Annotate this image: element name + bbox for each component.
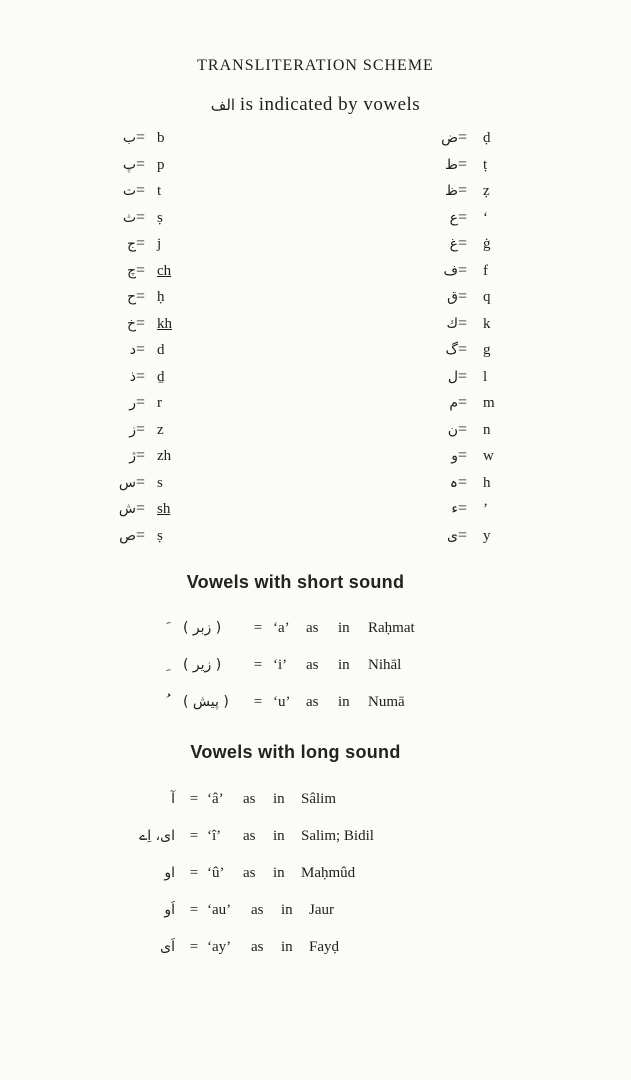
arabic-letter: ی — [447, 527, 458, 544]
as-word: as — [306, 620, 319, 636]
arabic-letter: ك — [446, 315, 458, 332]
consonant-row — [420, 287, 530, 314]
long-vowels-heading: Vowels with long sound — [190, 742, 401, 762]
latin-letter: w — [483, 448, 494, 464]
arabic-letter: ت — [122, 183, 136, 199]
vowel-arabic-name: ( پیش ) — [183, 694, 229, 710]
equals-sign: = — [189, 939, 199, 955]
equals-sign: = — [458, 208, 468, 226]
arabic-letter: س — [118, 474, 136, 491]
arabic-letter: ق — [447, 289, 458, 305]
consonant-row — [420, 473, 530, 500]
example-word: Salim; Bidil — [301, 828, 374, 844]
in-word: in — [273, 865, 285, 881]
arabic-letter: ط — [445, 156, 458, 173]
subtitle-text: is indicated by vowels — [239, 94, 421, 115]
consonant-row — [100, 234, 200, 261]
vowel-mark — [165, 694, 183, 710]
latin-letter: s — [157, 474, 163, 491]
long-vowel-row — [95, 791, 336, 808]
latin-letter: zh — [157, 448, 172, 464]
equals-sign: = — [458, 235, 468, 252]
consonant-row — [100, 287, 200, 314]
vowel-value: ‘ay’ — [207, 939, 232, 955]
equals-sign: = — [458, 261, 468, 279]
consonant-row — [420, 340, 530, 367]
latin-letter: kh — [157, 315, 172, 332]
consonants-right-column — [420, 128, 530, 552]
equals-sign: = — [458, 341, 468, 358]
in-word: in — [338, 694, 350, 710]
vowel-value: ‘au’ — [207, 902, 232, 918]
equals-sign: = — [136, 394, 146, 411]
consonant-row — [100, 340, 200, 367]
equals-sign: = — [136, 447, 146, 464]
equals-sign: = — [136, 288, 146, 305]
vowel-arabic-name: ( زبر ) — [183, 620, 222, 636]
arabic-letter: ل — [447, 368, 458, 385]
latin-letter: ’ — [483, 501, 488, 517]
latin-letter: sh — [157, 501, 171, 517]
consonant-row — [100, 420, 200, 447]
short-vowel-row — [165, 657, 401, 674]
equals-sign: = — [189, 791, 199, 807]
vowel-arabic: اَی — [160, 939, 175, 955]
consonant-row — [100, 208, 200, 235]
latin-letter: r — [157, 395, 162, 411]
arabic-letter: ج — [126, 236, 136, 252]
latin-letter: y — [483, 527, 491, 544]
equals-sign: = — [136, 314, 146, 332]
consonant-row — [100, 314, 200, 341]
equals-sign: = — [136, 261, 146, 279]
equals-sign: = — [458, 500, 468, 517]
arabic-letter: ز — [129, 421, 136, 438]
equals-sign: = — [458, 367, 468, 385]
in-word: in — [273, 828, 285, 844]
latin-letter: b — [157, 130, 165, 146]
consonant-row — [420, 446, 530, 473]
latin-letter: d — [157, 342, 165, 358]
arabic-letter: ن — [447, 421, 458, 438]
equals-sign: = — [253, 620, 263, 636]
vowel-arabic: آ — [171, 791, 175, 807]
latin-letter: ‘ — [483, 209, 488, 226]
arabic-letter: ص — [119, 527, 136, 544]
latin-letter: ẓ — [483, 183, 490, 199]
example-word: Sâlim — [301, 791, 337, 807]
latin-letter: ḏ — [157, 368, 165, 385]
equals-sign: = — [458, 394, 468, 411]
equals-sign: = — [136, 182, 146, 199]
equals-sign: = — [136, 473, 146, 491]
consonant-row — [420, 367, 530, 394]
equals-sign: = — [458, 526, 468, 544]
as-word: as — [243, 828, 256, 844]
short-vowel-row — [165, 694, 405, 711]
consonant-row — [420, 128, 530, 155]
consonant-row — [420, 234, 530, 261]
consonant-row — [420, 499, 530, 526]
arabic-letter: ظ — [445, 183, 458, 199]
example-word: Maḥmûd — [301, 865, 356, 881]
vowel-value: ‘â’ — [207, 791, 224, 807]
example-word: Numā — [368, 694, 405, 710]
in-word: in — [338, 620, 350, 636]
latin-letter: m — [483, 395, 495, 411]
consonant-row — [420, 208, 530, 235]
arabic-letter: خ — [126, 315, 136, 332]
as-word: as — [243, 865, 256, 881]
vowel-arabic: اَو — [164, 902, 175, 918]
latin-letter: t — [157, 183, 162, 199]
latin-letter: f — [483, 262, 488, 279]
equals-sign: = — [136, 526, 146, 544]
arabic-letter: گ — [445, 342, 458, 358]
arabic-letter: ض — [441, 130, 458, 146]
consonant-row — [420, 314, 530, 341]
vowel-value: ‘î’ — [207, 828, 222, 844]
equals-sign: = — [136, 155, 146, 173]
equals-sign: = — [136, 420, 146, 438]
equals-sign: = — [458, 155, 468, 173]
example-word: Raḥmat — [368, 620, 415, 636]
equals-sign: = — [136, 235, 146, 252]
as-word: as — [251, 902, 264, 918]
arabic-letter: ب — [122, 130, 136, 146]
vowel-arabic-name: ( زیر ) — [183, 657, 222, 673]
consonant-row — [100, 473, 200, 500]
arabic-letter: ث — [122, 209, 136, 226]
latin-letter: ch — [157, 262, 172, 279]
equals-sign: = — [136, 208, 146, 226]
equals-sign: = — [458, 288, 468, 305]
short-vowel-row — [165, 620, 415, 637]
arabic-letter: چ — [126, 262, 136, 279]
equals-sign: = — [136, 500, 146, 517]
vowel-value: ‘a’ — [273, 620, 290, 636]
equals-sign: = — [189, 865, 199, 881]
consonant-row — [100, 261, 200, 288]
equals-sign: = — [458, 420, 468, 438]
equals-sign: = — [458, 473, 468, 491]
equals-sign: = — [189, 902, 199, 918]
arabic-letter: م — [449, 395, 458, 411]
in-word: in — [281, 902, 293, 918]
vowel-value: ‘û’ — [207, 865, 225, 881]
consonant-row — [420, 420, 530, 447]
latin-letter: z — [157, 421, 164, 438]
arabic-letter: و — [451, 448, 458, 464]
arabic-letter: ہ — [449, 474, 458, 491]
arabic-letter: ء — [451, 501, 458, 517]
latin-letter: q — [483, 289, 491, 305]
equals-sign: = — [253, 657, 263, 673]
consonant-row — [100, 499, 200, 526]
arabic-letter: ع — [449, 209, 458, 226]
equals-sign: = — [136, 129, 146, 146]
arabic-letter: ذ — [129, 368, 136, 385]
consonant-row — [100, 393, 200, 420]
equals-sign: = — [189, 828, 199, 844]
long-vowel-row — [95, 865, 355, 882]
vowel-mark — [165, 620, 183, 636]
as-word: as — [306, 694, 319, 710]
equals-sign: = — [136, 367, 146, 385]
consonant-row — [100, 446, 200, 473]
as-word: as — [243, 791, 256, 807]
vowel-arabic: او — [164, 865, 175, 881]
arabic-letter: ف — [443, 262, 458, 279]
example-word: Fayḍ — [309, 939, 339, 955]
long-vowel-row — [95, 939, 339, 956]
consonant-row — [100, 181, 200, 208]
latin-letter: ṣ — [157, 527, 163, 544]
in-word: in — [281, 939, 293, 955]
arabic-letter: ر — [129, 395, 136, 411]
equals-sign: = — [458, 129, 468, 146]
arabic-letter: پ — [122, 156, 136, 173]
latin-letter: ġ — [483, 236, 491, 252]
arabic-letter: د — [129, 342, 136, 358]
latin-letter: l — [483, 368, 488, 385]
latin-letter: k — [483, 315, 491, 332]
consonant-row — [100, 128, 200, 155]
consonant-row — [100, 526, 200, 553]
latin-letter: j — [157, 236, 162, 252]
equals-sign: = — [458, 182, 468, 199]
consonant-row — [100, 155, 200, 182]
latin-letter: ḍ — [483, 130, 491, 146]
arabic-letter: غ — [449, 236, 458, 252]
long-vowel-row — [95, 828, 374, 845]
arabic-letter: ح — [126, 289, 136, 305]
as-word: as — [251, 939, 264, 955]
alif-arabic: الف — [210, 96, 236, 114]
consonant-row — [420, 393, 530, 420]
in-word: in — [273, 791, 285, 807]
consonant-row — [420, 155, 530, 182]
vowel-arabic: ای، اِے — [139, 828, 175, 844]
page-title: TRANSLITERATION SCHEME — [197, 57, 434, 74]
equals-sign: = — [458, 447, 468, 464]
latin-letter: ḥ — [157, 289, 165, 305]
as-word: as — [306, 657, 319, 673]
consonant-row — [100, 367, 200, 394]
example-word: Nihāl — [368, 657, 402, 673]
equals-sign: = — [136, 341, 146, 358]
arabic-letter: ش — [118, 501, 136, 517]
arabic-letter: ژ — [129, 448, 136, 464]
in-word: in — [338, 657, 350, 673]
vowel-value: ‘u’ — [273, 694, 291, 710]
vowel-mark — [165, 657, 183, 673]
latin-letter: ṣ — [157, 209, 163, 226]
consonants-left-column — [100, 128, 200, 552]
latin-letter: ṭ — [483, 156, 488, 173]
latin-letter: g — [483, 342, 491, 358]
consonant-row — [420, 526, 530, 553]
latin-letter: p — [157, 156, 165, 173]
vowel-value: ‘i’ — [273, 657, 288, 673]
equals-sign: = — [253, 694, 263, 710]
example-word: Jaur — [309, 902, 334, 918]
subtitle — [0, 94, 631, 116]
latin-letter: h — [483, 474, 491, 491]
long-vowel-row — [95, 902, 334, 919]
consonant-row — [420, 261, 530, 288]
equals-sign: = — [458, 314, 468, 332]
latin-letter: n — [483, 421, 491, 438]
short-vowels-heading: Vowels with short sound — [186, 572, 405, 592]
consonant-row — [420, 181, 530, 208]
